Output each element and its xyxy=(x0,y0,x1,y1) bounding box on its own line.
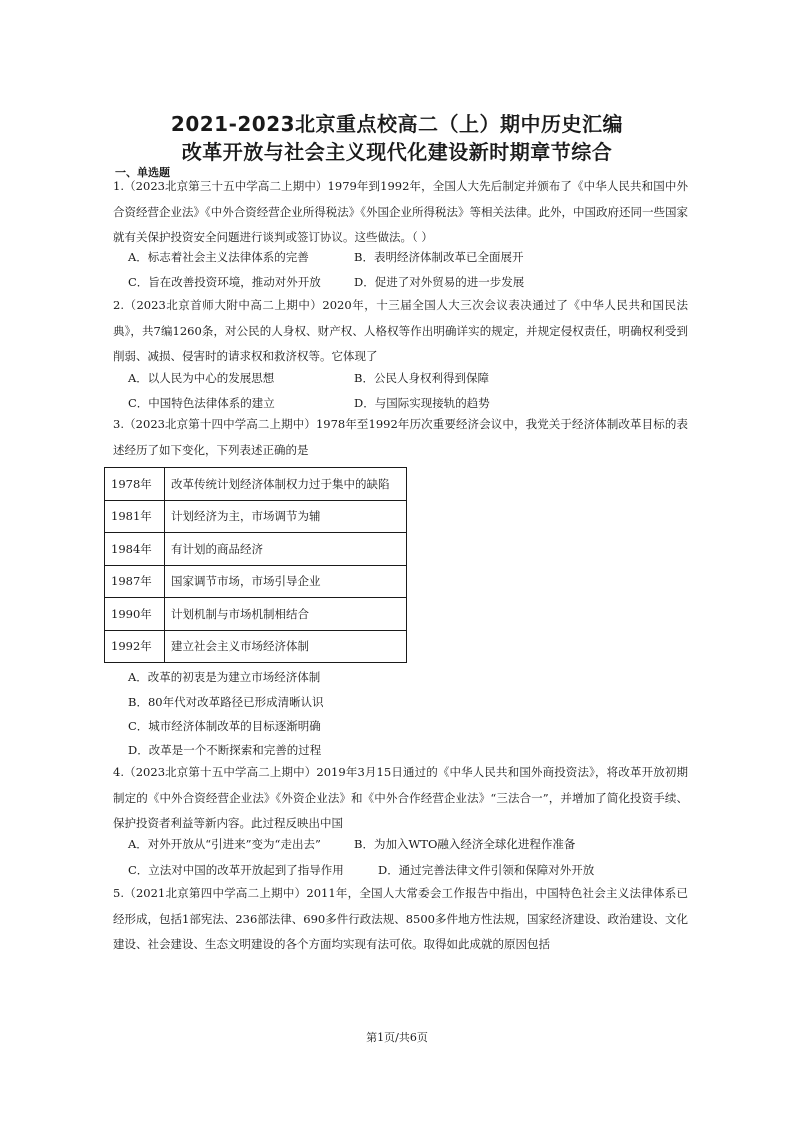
question-4-stem: 4.（2023北京第十五中学高二上期中）2019年3月15日通过的《中华人民共和国外商投资法》，将改革开放初期制定的《中外合资经营企业法》《外资企业法》和《中外合作经营企业法》“三法合一”，并增加了简化投资手续、保护投资者利益等新内容。此过程反映出中国 xyxy=(113,765,688,830)
question-5-stem: 5.（2021北京第四中学高二上期中）2011年，全国人大常委会工作报告中指出，中国特色社会主义法律体系已经形成，包括1部宪法、236部法律、690多件行政法规、8500多件地方性法规，国家经济建设、政治建设、文化建设、社会建设、生态文明建设的各个方面均实现有法可依。取得如此成就的原因包括 xyxy=(113,886,688,951)
question-1-stem: 1.（2023北京第三十五中学高二上期中）1979年到1992年，全国人大先后制定并颁布了《中华人民共和国中外合资经营企业法》《中外合资经营企业所得税法》《外国企业所得税法》等相关法律。此外，中国政府还同一些国家就有关保护投资安全问题进行谈判或签订协议。这些做法。（ ） xyxy=(113,179,688,244)
table-goal-cell: 国家调节市场，市场引导企业 xyxy=(165,565,407,598)
question-2-option-d: D．与国际实现接轨的趋势 xyxy=(354,396,490,410)
question-1-option-c: C．旨在改善投资环境，推动对外开放 xyxy=(128,275,321,289)
question-2-option-a: A．以人民为中心的发展思想 xyxy=(128,371,275,385)
table-row xyxy=(105,565,407,598)
table-row xyxy=(105,630,407,663)
question-4-option-c: C．立法对中国的改革开放起到了指导作用 xyxy=(128,863,344,877)
table-year-cell: 1992年 xyxy=(105,630,165,663)
question-4-option-d: D．通过完善法律文件引领和保障对外开放 xyxy=(378,863,595,877)
table-goal-cell: 计划经济为主，市场调节为辅 xyxy=(165,500,407,533)
question-1-option-d: D．促进了对外贸易的进一步发展 xyxy=(354,275,525,289)
table-goal-cell: 有计划的商品经济 xyxy=(165,533,407,566)
question-2-option-c: C．中国特色法律体系的建立 xyxy=(128,396,275,410)
table-year-cell: 1990年 xyxy=(105,598,165,631)
question-2-option-b: B．公民人身权利得到保障 xyxy=(354,371,489,385)
table-row xyxy=(105,468,407,501)
table-row xyxy=(105,500,407,533)
table-year-cell: 1987年 xyxy=(105,565,165,598)
question-4-option-a: A．对外开放从“引进来”变为“走出去” xyxy=(128,837,321,851)
question-2-stem: 2.（2023北京首师大附中高二上期中）2020年，十三届全国人大三次会议表决通过了《中华人民共和国民法典》，共7编1260条，对公民的人身权、财产权、人格权等作出明确详实的规定，并规定侵权责任，明确权利受到削弱、减损、侵害时的请求权和救济权等。它体现了 xyxy=(113,298,688,363)
table-goal-cell: 计划机制与市场机制相结合 xyxy=(165,598,407,631)
table-year-cell: 1984年 xyxy=(105,533,165,566)
question-4-option-b: B．为加入WTO融入经济全球化进程作准备 xyxy=(354,837,576,851)
question-3-option-d: D．改革是一个不断探索和完善的过程 xyxy=(128,743,322,757)
question-1-option-a: A．标志着社会主义法律体系的完善 xyxy=(128,250,309,264)
page-title: 2021-2023北京重点校高二（上）期中历史汇编 xyxy=(170,112,624,136)
section-label: 一、单选题 xyxy=(115,166,170,179)
table-row xyxy=(105,533,407,566)
table-year-cell: 1981年 xyxy=(105,500,165,533)
reform-goals-table xyxy=(104,467,407,663)
question-3-option-c: C．城市经济体制改革的目标逐渐明确 xyxy=(128,719,321,733)
table-row xyxy=(105,598,407,631)
question-3-option-a: A．改革的初衷是为建立市场经济体制 xyxy=(128,670,321,684)
question-1-option-b: B．表明经济体制改革已全面展开 xyxy=(354,250,524,264)
question-3-option-b: B．80年代对改革路径已形成清晰认识 xyxy=(128,695,324,709)
table-year-cell: 1978年 xyxy=(105,468,165,501)
page-number: 第1页/共6页 xyxy=(366,1031,428,1044)
page-subtitle: 改革开放与社会主义现代化建设新时期章节综合 xyxy=(181,140,613,164)
question-3-stem: 3.（2023北京第十四中学高二上期中）1978年至1992年历次重要经济会议中，我党关于经济体制改革目标的表述经历了如下变化，下列表述正确的是 xyxy=(113,417,688,457)
table-goal-cell: 建立社会主义市场经济体制 xyxy=(165,630,407,663)
table-goal-cell: 改革传统计划经济体制权力过于集中的缺陷 xyxy=(165,468,407,501)
